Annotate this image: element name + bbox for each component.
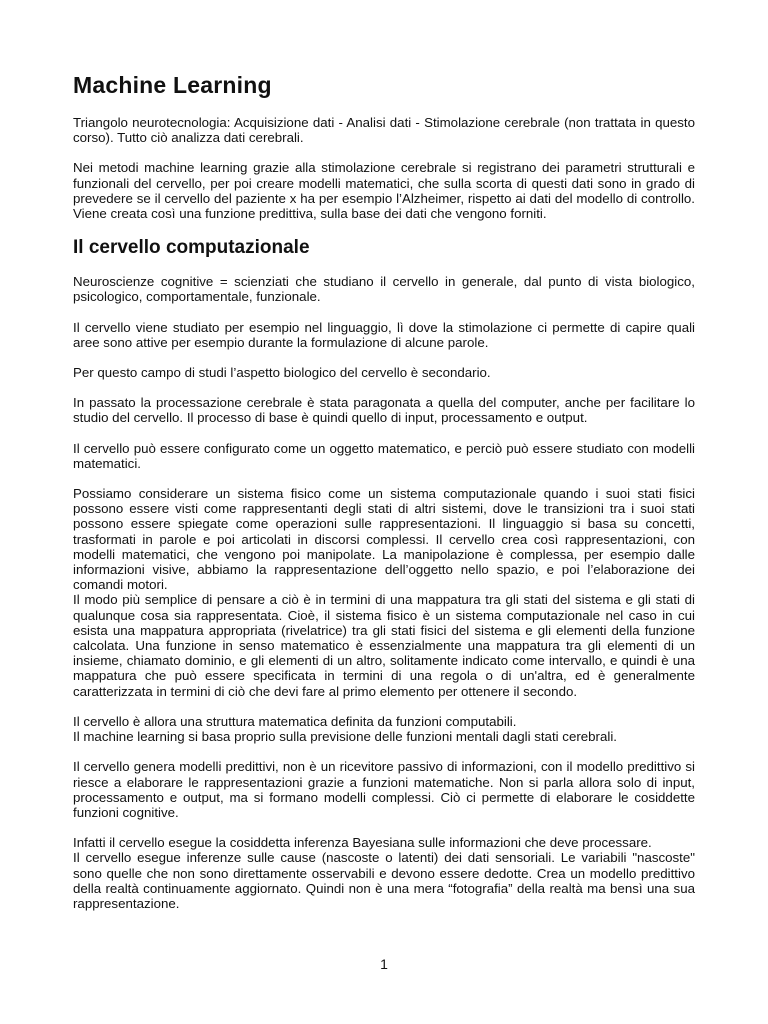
section-paragraph-3: Per questo campo di studi l’aspetto biologico del cervello è secondario. [73,365,491,381]
intro-paragraph-2: Nei metodi machine learning grazie alla stimolazione cerebrale si registrano dei parametri strutturali e funzionali del cervello, per poi creare modelli matematici, che sulla scorta di questi dati sono in grado di prevedere se il cervello del paziente x ha per esempio l’Alzheimer, rispetto ai dati del modello di controllo. Viene creata così una funzione predittiva, sulla base dei dati che vengono forniti. [73,160,695,222]
page-number: 1 [380,956,388,972]
section-heading: Il cervello computazionale [73,237,310,259]
section-paragraph-7: Il modo più semplice di pensare a ciò è in termini di una mappatura tra gli stati del sistema e gli stati di qualunque cosa sia rappresentata. Cioè, il sistema fisico è un sistema computazionale nel caso in cui esista una mappatura appropriata (rivelatrice) tra gli stati fisici del sistema e gli elementi della funzione calcolata. Una funzione in senso matematico è essenzialmente una mappatura tra gli elementi di un insieme, chiamato dominio, e gli elementi di un altro, solitamente indicato come intervallo, e quindi è una mappatura che può essere specificata in termini di una regola o di un'altra, ed è generalmente caratterizzata in termini di ciò che devi fare al primo elemento per ottenere il secondo. [73,592,695,699]
section-paragraph-11: Infatti il cervello esegue la cosiddetta inferenza Bayesiana sulle informazioni che deve processare. [73,835,652,851]
section-paragraph-2: Il cervello viene studiato per esempio nel linguaggio, lì dove la stimolazione ci permette di capire quali aree sono attive per esempio durante la formulazione di alcune parole. [73,319,695,350]
section-paragraph-8: Il cervello è allora una struttura matematica definita da funzioni computabili. [73,713,517,729]
page-title: Machine Learning [73,72,272,98]
section-paragraph-4: In passato la processazione cerebrale è stata paragonata a quella del computer, anche per facilitare lo studio del cervello. Il processo di base è quindi quello di input, processamento e output. [73,395,695,426]
section-paragraph-12: Il cervello esegue inferenze sulle cause (nascoste o latenti) dei dati sensoriali. Le variabili "nascoste" sono quelle che non sono direttamente osservabili e devono essere dedotte. Crea un modello predittivo della realtà continuamente aggiornato. Quindi non è una mera “fotografia” della realtà ma bensì una sua rappresentazione. [73,850,695,911]
section-paragraph-9: Il machine learning si basa proprio sulla previsione delle funzioni mentali dagli stati cerebrali. [73,729,617,745]
section-paragraph-1: Neuroscienze cognitive = scienziati che studiano il cervello in generale, dal punto di vista biologico, psicologico, comportamentale, funzionale. [73,274,695,305]
section-paragraph-5: Il cervello può essere configurato come un oggetto matematico, e perciò può essere studiato con modelli matematici. [73,440,695,471]
section-paragraph-6: Possiamo considerare un sistema fisico come un sistema computazionale quando i suoi stati fisici possono essere visti come rappresentanti degli stati di altri sistemi, dove le transizioni tra i suoi stati possono essere spiegate come operazioni sulle rappresentazioni. Il linguaggio si basa su concetti, trasformati in parole e poi articolati in discorsi complessi. Il cervello crea così rappresentazioni, con modelli matematici, che vengono poi manipolate. La manipolazione è complessa, per esempio dalle informazioni visive, abbiamo la rappresentazione dell’oggetto nello spazio, e poi l’elaborazione dei comandi motori. [73,486,695,593]
intro-paragraph-1: Triangolo neurotecnologia: Acquisizione dati - Analisi dati - Stimolazione cerebrale (non trattata in questo corso). Tutto ciò analizza dati cerebrali. [73,115,695,146]
section-paragraph-10: Il cervello genera modelli predittivi, non è un ricevitore passivo di informazioni, con il modello predittivo si riesce a elaborare le rappresentazioni grazie a funzioni matematiche. Non si parla allora solo di input, processamento e output, ma si formano modelli complessi. Ciò ci permette di elaborare le cosiddette funzioni cognitive. [73,759,695,820]
